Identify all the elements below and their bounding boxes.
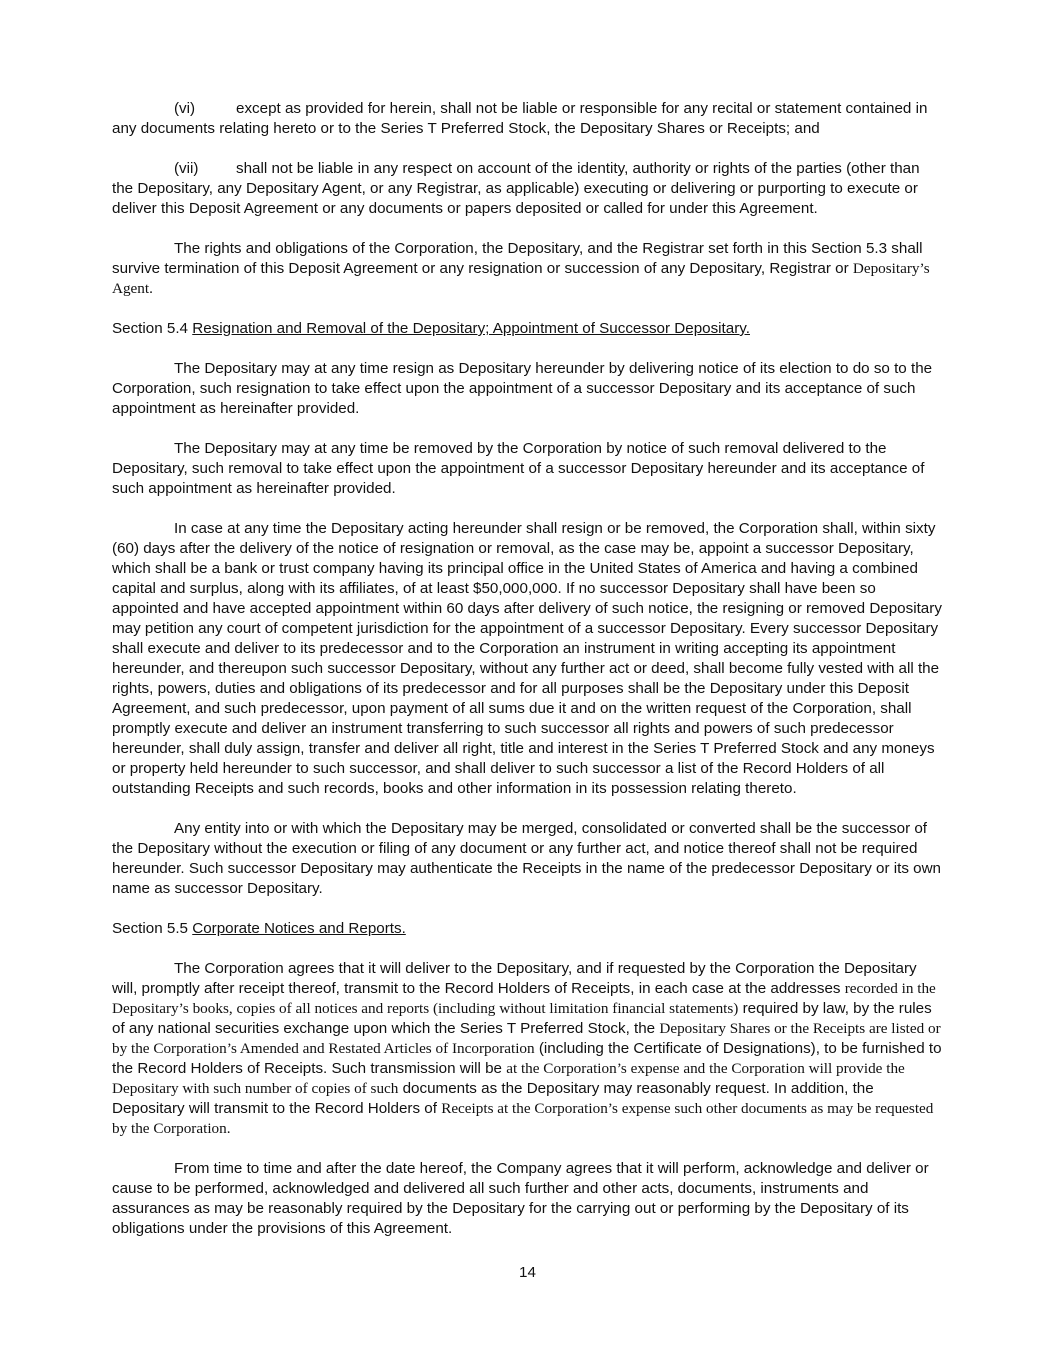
section-5-5-p1-part-3: required by law, by the rules of any national securities exchange upon which the Series T Preferred Stock, the: [112, 1000, 932, 1037]
clause-vii-text: shall not be liable in any respect on account of the identity, authority or rights of the parties (other than the Depositary, any Depositary Agent, or any Registrar, as applicable) executing or delivering or purporting to execute or deliver this Deposit Agreement or any documents or papers deposited or called for under this Agreement.: [112, 160, 920, 217]
section-5-5-p1-part-8: Receipts at the Corporation’s expense such other documents as may be requested by the Corporation.: [112, 1100, 934, 1137]
section-5-5-p1-part-7: documents as the Depositary may reasonably request. In addition, the Depositary will transmit to the Record Holders of: [112, 1080, 874, 1117]
rights-survive-text: The rights and obligations of the Corporation, the Depositary, and the Registrar set forth in this Section 5.3 shall survive termination of this Deposit Agreement or any resignation or succession of any Depositary, Registrar or: [112, 240, 923, 277]
section-5-4-heading: [112, 319, 944, 339]
section-5-4-number: Section 5.4: [112, 320, 188, 337]
section-5-5-p1-part-6: at the Corporation’s expense and the Corporation will provide the Depositary with such number of copies of such: [112, 1060, 905, 1097]
section-5-5-p1-part-4: Depositary Shares or the Receipts are listed or by the Corporation’s Amended and Restated Articles of Incorporation: [112, 1020, 941, 1057]
section-5-5-number: Section 5.5: [112, 920, 188, 937]
clause-vii-label: (vii): [174, 160, 199, 177]
section-5-5-p1-part-1: The Corporation agrees that it will deliver to the Depositary, and if requested by the Corporation the Depositary will, promptly after receipt thereof, transmit to the Record Holders of Receipts, in each case at the addresses: [112, 960, 917, 997]
section-5-5-p1-part-5: (including the Certificate of Designations), to be furnished to the Record Holders of Receipts. Such transmission will be: [112, 1040, 942, 1077]
rights-survive-paragraph: [112, 239, 944, 299]
section-5-4-title: Resignation and Removal of the Depositary; Appointment of Successor Depositary.: [192, 320, 750, 337]
section-5-4-paragraph-1: The Depositary may at any time resign as Depositary hereunder by delivering notice of its election to do so to the Corporation, such resignation to take effect upon the appointment of a successor Depositary and its acceptance of such appointment as hereinafter provided.: [112, 360, 933, 417]
section-5-4-paragraph-2: The Depositary may at any time be removed by the Corporation by notice of such removal delivered to the Depositary, such removal to take effect upon the appointment of a successor Depositary hereunder and its acceptance of such appointment as hereinafter provided.: [112, 440, 925, 497]
rights-survive-text-end: Depositary’s Agent.: [112, 260, 930, 297]
section-5-5-paragraph-1: [112, 959, 944, 1139]
section-5-5-heading: [112, 919, 944, 939]
section-5-5-paragraph-2: From time to time and after the date hereof, the Company agrees that it will perform, acknowledge and deliver or cause to be performed, acknowledged and delivered all such further and other acts, documents, instruments and assurances as may be reasonably required by the Depositary for the carrying out or performing by the Depositary of its obligations under the provisions of this Agreement.: [112, 1160, 929, 1237]
clause-vi: [112, 99, 944, 139]
clause-vii: [112, 159, 944, 219]
section-5-4-paragraph-3: In case at any time the Depositary acting hereunder shall resign or be removed, the Corporation shall, within sixty (60) days after the delivery of the notice of resignation or removal, as the case may be, appoint a successor Depositary, which shall be a bank or trust company having its principal office in the United States of America and having a combined capital and surplus, along with its affiliates, of at least $50,000,000. If no successor Depositary shall have been so appointed and have accepted appointment within 60 days after delivery of such notice, the resigning or removed Depositary may petition any court of competent jurisdiction for the appointment of a successor Depositary. Every successor Depositary shall execute and deliver to its predecessor and to the Corporation an instrument in writing accepting its appointment hereunder, and thereupon such successor Depositary, without any further act or deed, shall become fully vested with all the rights, powers, duties and obligations of its predecessor and for all purposes shall be the Depositary under this Deposit Agreement, and such predecessor, upon payment of all sums due it and on the written request of the Corporation, shall promptly execute and deliver an instrument transferring to such successor all rights and powers of such predecessor hereunder, shall duly assign, transfer and deliver all right, title and interest in the Series T Preferred Stock and any moneys or property held hereunder to such successor, and shall deliver to such successor a list of the Record Holders of all outstanding Receipts and such records, books and other information in its possession relating thereto.: [112, 520, 942, 797]
section-5-5-title: Corporate Notices and Reports.: [192, 920, 406, 937]
section-5-4-paragraph-4: Any entity into or with which the Depositary may be merged, consolidated or converted shall be the successor of the Depositary without the execution or filing of any document or any further act, and notice thereof shall not be required hereunder. Such successor Depositary may authenticate the Receipts in the name of the predecessor Depositary or its own name as successor Depositary.: [112, 820, 942, 897]
clause-vi-label: (vi): [174, 100, 196, 117]
clause-vi-text: except as provided for herein, shall not be liable or responsible for any recital or statement contained in any documents relating hereto or to the Series T Preferred Stock, the Depositary Shares or Receipts; and: [112, 100, 928, 137]
page-number: 14: [519, 1264, 536, 1281]
document-body: [112, 99, 944, 1259]
section-5-5-p1-part-2: recorded in the Depositary’s books, copies of all notices and reports (including without limitation financial statements): [112, 980, 936, 1017]
